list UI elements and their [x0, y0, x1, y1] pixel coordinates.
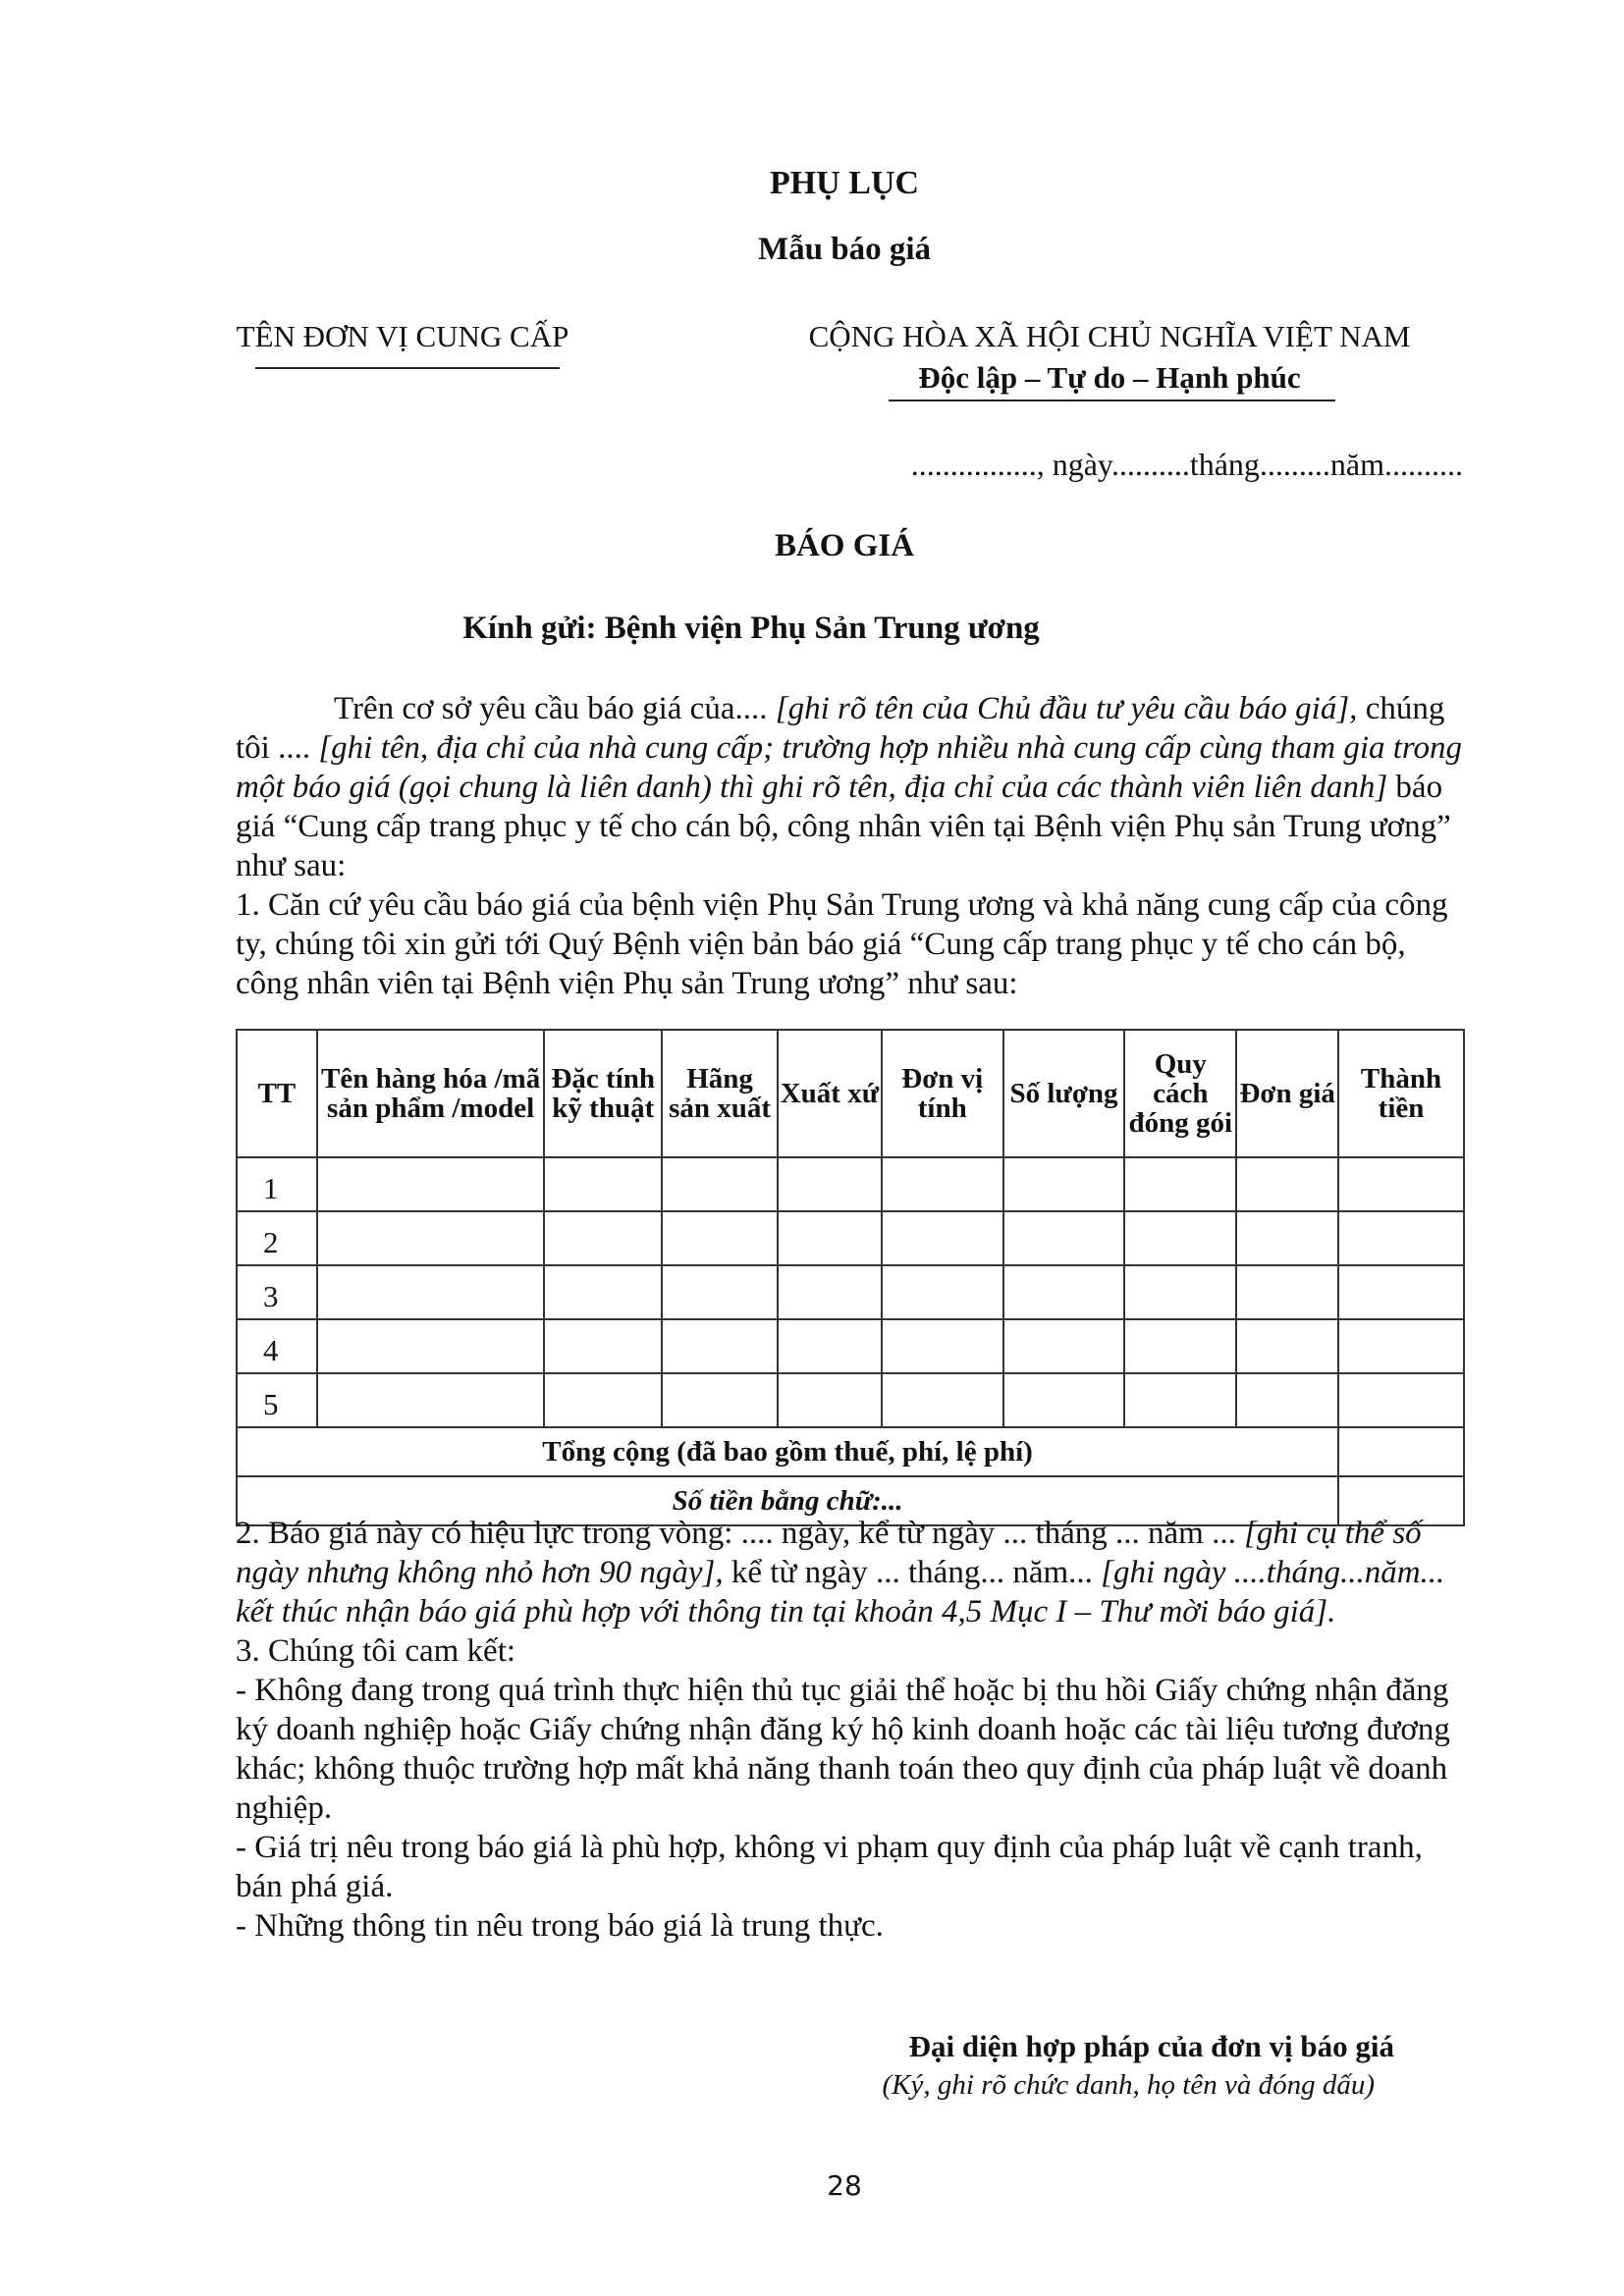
table-cell: [778, 1157, 882, 1211]
table-cell: [882, 1319, 1003, 1373]
table-cell: [662, 1157, 778, 1211]
total-amount-cell: [1338, 1427, 1464, 1476]
col-header-packaging: Quy cách đóng gói: [1124, 1030, 1236, 1157]
table-cell: [1338, 1373, 1464, 1427]
table-cell: [662, 1373, 778, 1427]
supplier-underline: [255, 367, 560, 369]
table-header-row: [237, 1030, 1464, 1157]
signature-title: Đại diện hợp pháp của đơn vị báo giá: [908, 2029, 1394, 2063]
table-cell: [317, 1265, 545, 1319]
table-cell: [1003, 1157, 1125, 1211]
table-cell: [1236, 1157, 1338, 1211]
form-subtitle: Mẫu báo giá: [757, 232, 932, 267]
col-header-amount: Thành tiền: [1338, 1030, 1464, 1157]
appendix-title: PHỤ LỤC: [769, 165, 920, 201]
table-cell: [1003, 1373, 1125, 1427]
table-cell: [882, 1265, 1003, 1319]
table-cell: [882, 1373, 1003, 1427]
col-header-unit: Đơn vị tính: [882, 1030, 1003, 1157]
table-cell: [1236, 1211, 1338, 1265]
page-number: 28: [827, 2169, 862, 2202]
intro-text-2: [ghi rõ tên của Chủ đầu tư yêu cầu báo giá],: [775, 691, 1358, 726]
table-cell: [544, 1265, 662, 1319]
table-cell: [662, 1319, 778, 1373]
table-cell: [544, 1157, 662, 1211]
table-cell: [317, 1211, 545, 1265]
intro-text-1: Trên cơ sở yêu cầu báo giá của....: [334, 691, 776, 726]
col-header-unit-price: Đơn giá: [1236, 1030, 1338, 1157]
signature-note: (Ký, ghi rõ chức danh, họ tên và đóng dấu): [882, 2069, 1375, 2101]
table-cell: [778, 1319, 882, 1373]
table-cell: [1236, 1319, 1338, 1373]
table-cell: [317, 1373, 545, 1427]
row-number: 1: [237, 1157, 317, 1211]
intro-text-4: [ghi tên, địa chỉ của nhà cung cấp; trường hợp nhiều nhà cung cấp cùng tham gia trong một báo giá (gọi chung là liên danh) thì ghi rõ tên, địa chỉ của các thành viên liên danh]: [236, 730, 1463, 805]
table-cell: [1124, 1319, 1236, 1373]
validity-text-1: 2. Báo giá này có hiệu lực trong vòng: .... ngày, kể từ ngày ... tháng ... năm ...: [236, 1516, 1245, 1551]
intro-text-5: báo giá “Cung cấp trang phục y tế cho cán bộ, công nhân viên tại Bệnh viện Phụ sản Trung ương” như sau:: [236, 770, 1451, 883]
table-cell: [1124, 1373, 1236, 1427]
table-cell: [778, 1211, 882, 1265]
table-cell: [778, 1265, 882, 1319]
supplier-label: TÊN ĐƠN VỊ CUNG CẤP: [236, 319, 569, 353]
validity-text-2: [ghi cụ thể số ngày nhưng không nhỏ hơn 90 ngày],: [236, 1516, 1422, 1590]
table-row: [237, 1265, 1464, 1319]
table-cell: [1338, 1265, 1464, 1319]
intro-paragraph: [236, 689, 1463, 885]
recipient-line: Kính gửi: Bệnh viện Phụ Sản Trung ương: [462, 611, 1040, 646]
commitment-item: - Giá trị nêu trong báo giá là phù hợp, không vi phạm quy định của pháp luật về cạnh tranh, bán phá giá.: [236, 1830, 1423, 1904]
validity-clause: [236, 1514, 1463, 1631]
table-cell: [882, 1211, 1003, 1265]
table-cell: [1003, 1319, 1125, 1373]
col-header-product: Tên hàng hóa /mã sản phẩm /model: [317, 1030, 545, 1157]
table-cell: [544, 1373, 662, 1427]
commitment-item: - Những thông tin nêu trong báo giá là trung thực.: [236, 1908, 884, 1944]
col-header-origin: Xuất xứ: [778, 1030, 882, 1157]
date-line: ................, ngày..........tháng.........năm..........: [910, 447, 1463, 482]
price-table: [236, 1029, 1465, 1526]
intro-text-3: chúng tôi ....: [236, 691, 1445, 766]
table-cell: [1124, 1265, 1236, 1319]
amount-in-words-label: Số tiền bằng chữ:...: [237, 1476, 1338, 1525]
col-header-tt: TT: [237, 1030, 317, 1157]
row-number: 2: [237, 1211, 317, 1265]
table-cell: [1003, 1211, 1125, 1265]
nation-heading: CỘNG HÒA XÃ HỘI CHỦ NGHĨA VIỆT NAM: [808, 319, 1411, 353]
table-row: [237, 1373, 1464, 1427]
row-number: 5: [237, 1373, 317, 1427]
validity-text-4: [ghi ngày ....tháng...năm... kết thúc nhận báo giá phù hợp với thông tin tại khoản 4,5 Mục I – Thư mời báo giá].: [236, 1555, 1445, 1629]
total-row: [237, 1427, 1464, 1476]
commitment-heading: 3. Chúng tôi cam kết:: [236, 1633, 516, 1669]
col-header-spec: Đặc tính kỹ thuật: [544, 1030, 662, 1157]
table-row: [237, 1319, 1464, 1373]
table-cell: [1338, 1319, 1464, 1373]
table-cell: [1338, 1211, 1464, 1265]
table-cell: [662, 1265, 778, 1319]
terms-section: [236, 1514, 1463, 1946]
row-number: 3: [237, 1265, 317, 1319]
table-cell: [882, 1157, 1003, 1211]
intro-section: [236, 689, 1463, 1003]
table-cell: [317, 1319, 545, 1373]
table-cell: [1124, 1211, 1236, 1265]
row-number: 4: [237, 1319, 317, 1373]
table-cell: [317, 1157, 545, 1211]
item-1: 1. Căn cứ yêu cầu báo giá của bệnh viện Phụ Sản Trung ương và khả năng cung cấp của công ty, chúng tôi xin gửi tới Quý Bệnh viện bản báo giá “Cung cấp trang phục y tế cho cán bộ, công nhân viên tại Bệnh viện Phụ sản Trung ương” như sau:: [236, 887, 1448, 1001]
col-header-manufacturer: Hãng sản xuất: [662, 1030, 778, 1157]
table-cell: [1003, 1265, 1125, 1319]
table-cell: [1124, 1157, 1236, 1211]
table-cell: [1338, 1157, 1464, 1211]
table-cell: [662, 1211, 778, 1265]
table-cell: [1236, 1373, 1338, 1427]
commitment-item: - Không đang trong quá trình thực hiện thủ tục giải thể hoặc bị thu hồi Giấy chứng nhận đăng ký doanh nghiệp hoặc Giấy chứng nhận đăng ký hộ kinh doanh hoặc các tài liệu tương đương khác; không thuộc trường hợp mất khả năng thanh toán theo quy định của pháp luật về doanh nghiệp.: [236, 1673, 1450, 1826]
table-cell: [1236, 1265, 1338, 1319]
table-cell: [778, 1373, 882, 1427]
table-cell: [544, 1211, 662, 1265]
table-row: [237, 1211, 1464, 1265]
quote-title: BÁO GIÁ: [774, 528, 915, 563]
motto-underline: [889, 400, 1335, 401]
total-label: Tổng cộng (đã bao gồm thuế, phí, lệ phí): [237, 1427, 1338, 1476]
table-cell: [544, 1319, 662, 1373]
validity-text-3: kể từ ngày ... tháng... năm...: [723, 1555, 1102, 1590]
national-motto: Độc lập – Tự do – Hạnh phúc: [918, 360, 1301, 395]
col-header-quantity: Số lượng: [1003, 1030, 1125, 1157]
table-row: [237, 1157, 1464, 1211]
